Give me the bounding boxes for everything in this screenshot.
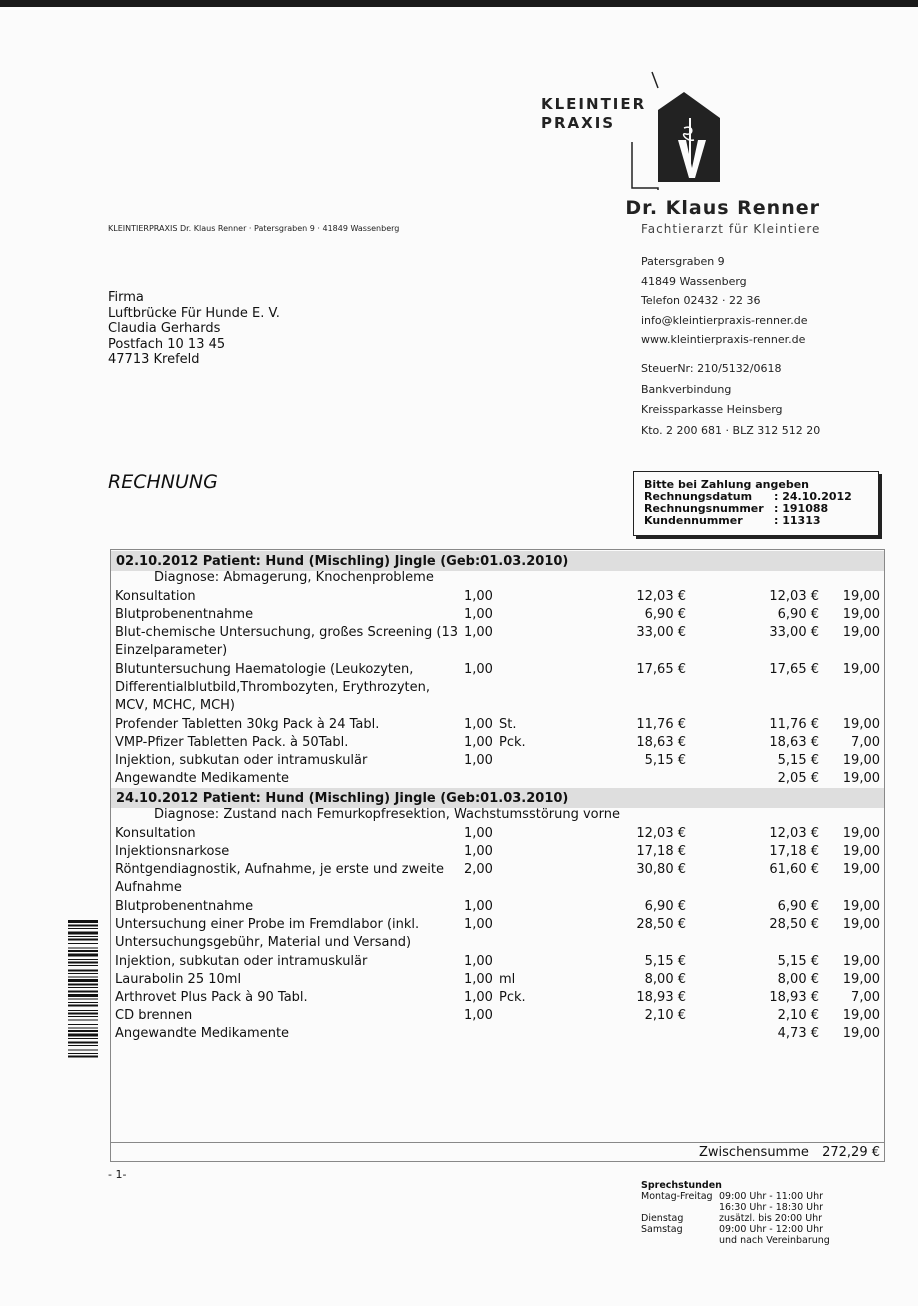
item-description: Blutprobenentnahme (115, 899, 254, 914)
line-item-row (111, 971, 884, 989)
item-quantity: 1,00 (464, 625, 493, 640)
contact-email: info@kleintierpraxis-renner.de (641, 313, 808, 327)
contact-phone: Telefon 02432 · 22 36 (641, 294, 761, 307)
item-vat-rate: 19,00 (842, 972, 880, 987)
line-item-row (111, 624, 884, 660)
item-unit-price: 11,76 € (636, 717, 686, 732)
item-unit-price: 18,63 € (636, 735, 686, 750)
recipient-line: Postfach 10 13 45 (108, 336, 226, 352)
item-vat-rate: 19,00 (842, 771, 880, 786)
item-vat-rate: 7,00 (851, 990, 880, 1005)
item-unit-price: 6,90 € (644, 899, 686, 914)
item-quantity: 1,00 (464, 717, 493, 732)
sender-line: KLEINTIERPRAXIS Dr. Klaus Renner · Patersgraben 9 · 41849 Wassenberg (108, 224, 400, 233)
patient-header-text: 02.10.2012 Patient: Hund (Mischling) Jingle (Geb:01.03.2010) (116, 554, 569, 569)
line-item-row (111, 606, 884, 624)
item-total: 18,63 € (769, 735, 819, 750)
line-item-row (111, 861, 884, 897)
line-item-row (111, 825, 884, 843)
subtotal-label: Zwischensumme (699, 1145, 809, 1160)
hours-time: und nach Vereinbarung (719, 1235, 830, 1246)
item-vat-rate: 19,00 (842, 607, 880, 622)
scan-top-edge (0, 0, 918, 7)
item-quantity: 1,00 (464, 589, 493, 604)
item-unit-price: 6,90 € (644, 607, 686, 622)
recipient-address (108, 290, 280, 368)
item-description: Blutprobenentnahme (115, 607, 254, 622)
vet-house-logo-icon (628, 70, 724, 194)
item-unit: ml (499, 972, 516, 987)
item-total: 33,00 € (769, 625, 819, 640)
item-vat-rate: 19,00 (842, 662, 880, 677)
item-total: 4,73 € (777, 1026, 819, 1041)
item-vat-rate: 19,00 (842, 862, 880, 877)
doctor-name: Dr. Klaus Renner (625, 197, 820, 219)
item-description: Untersuchung einer Probe im Fremdlabor (inkl. Untersuchungsgebühr, Material und Versand) (115, 917, 420, 950)
logo-line2: PRAXIS (541, 114, 616, 132)
item-description: Profender Tabletten 30kg Pack à 24 Tabl. (115, 717, 380, 732)
item-vat-rate: 7,00 (851, 735, 880, 750)
office-hours-row (641, 1213, 823, 1224)
item-unit-price: 33,00 € (636, 625, 686, 640)
logo-line1: KLEINTIER (541, 95, 647, 113)
bank-label: Bankverbindung (641, 382, 732, 396)
item-vat-rate: 19,00 (842, 717, 880, 732)
office-hours-row (641, 1224, 824, 1235)
item-unit: St. (499, 717, 517, 732)
item-total: 6,90 € (777, 899, 819, 914)
diagnosis: Diagnose: Abmagerung, Knochenprobleme (154, 570, 434, 585)
invoice-number-label: Rechnungsnummer (644, 502, 764, 515)
payment-ref-heading: Bitte bei Zahlung angeben (644, 478, 810, 491)
item-description: Laurabolin 25 10ml (115, 972, 242, 987)
item-quantity: 1,00 (464, 826, 493, 841)
item-unit-price: 17,65 € (636, 662, 686, 677)
hours-time: 09:00 Uhr - 12:00 Uhr (719, 1224, 824, 1235)
item-quantity: 1,00 (464, 990, 493, 1005)
line-item-row (111, 1025, 884, 1043)
recipient-line: Luftbrücke Für Hunde E. V. (108, 305, 280, 321)
item-unit-price: 5,15 € (644, 753, 686, 768)
item-quantity: 1,00 (464, 899, 493, 914)
item-vat-rate: 19,00 (842, 1008, 880, 1023)
contact-block (641, 252, 808, 350)
item-quantity: 1,00 (464, 954, 493, 969)
customer-number-label: Kundennummer (644, 514, 743, 527)
item-total: 17,65 € (769, 662, 819, 677)
customer-number-value: : 11313 (774, 514, 821, 527)
item-total: 5,15 € (777, 753, 819, 768)
diagnosis: Diagnose: Zustand nach Femurkopfresektion, Wachstumsstörung vorne (154, 807, 620, 822)
subtotal-row (111, 1142, 884, 1161)
line-item-row (111, 588, 884, 606)
hours-day: Samstag (641, 1224, 683, 1235)
item-quantity: 1,00 (464, 753, 493, 768)
item-total: 5,15 € (777, 954, 819, 969)
contact-website: www.kleintierpraxis-renner.de (641, 333, 806, 346)
item-unit: Pck. (499, 990, 526, 1005)
line-item-row (111, 916, 884, 952)
item-description: VMP-Pfizer Tabletten Pack. à 50Tabl. (115, 735, 349, 750)
item-vat-rate: 19,00 (842, 589, 880, 604)
hours-time: zusätzl. bis 20:00 Uhr (719, 1213, 823, 1224)
item-vat-rate: 19,00 (842, 917, 880, 932)
item-unit-price: 2,10 € (644, 1008, 686, 1023)
hours-time: 09:00 Uhr - 11:00 Uhr (719, 1191, 824, 1202)
item-unit-price: 12,03 € (636, 589, 686, 604)
item-unit-price: 12,03 € (636, 826, 686, 841)
invoice-date-value: : 24.10.2012 (774, 490, 852, 503)
item-unit-price: 5,15 € (644, 954, 686, 969)
item-quantity: 1,00 (464, 662, 493, 677)
barcode-icon (68, 920, 98, 1142)
customer-number-row (644, 514, 821, 527)
recipient-line: 47713 Krefeld (108, 352, 200, 367)
item-quantity: 1,00 (464, 844, 493, 859)
item-description: Blutuntersuchung Haematologie (Leukozyten, Differentialblutbild,Thrombozyten, Erythrozyten, MCV, MCHC, MCH) (115, 662, 430, 713)
document-title: RECHNUNG (108, 471, 218, 493)
item-vat-rate: 19,00 (842, 1026, 880, 1041)
item-quantity: 1,00 (464, 1008, 493, 1023)
bank-block (641, 359, 820, 441)
item-total: 2,10 € (777, 1008, 819, 1023)
item-total: 28,50 € (769, 917, 819, 932)
office-hours-row (641, 1202, 824, 1213)
bank-account: Kto. 2 200 681 · BLZ 312 512 20 (641, 423, 821, 437)
item-quantity: 1,00 (464, 917, 493, 932)
line-item-row (111, 898, 884, 916)
item-total: 12,03 € (769, 589, 819, 604)
contact-city: 41849 Wassenberg (641, 274, 747, 288)
patient-header-text: 24.10.2012 Patient: Hund (Mischling) Jingle (Geb:01.03.2010) (116, 791, 569, 806)
item-description: Injektion, subkutan oder intramuskulär (115, 753, 368, 768)
item-quantity: 1,00 (464, 735, 493, 750)
item-total: 11,76 € (769, 717, 819, 732)
item-total: 2,05 € (777, 771, 819, 786)
item-vat-rate: 19,00 (842, 826, 880, 841)
office-hours (641, 1180, 830, 1246)
line-item-row (111, 734, 884, 752)
item-total: 12,03 € (769, 826, 819, 841)
item-quantity: 1,00 (464, 607, 493, 622)
item-vat-rate: 19,00 (842, 899, 880, 914)
item-description: Röntgendiagnostik, Aufnahme, je erste und zweite Aufnahme (115, 862, 444, 895)
recipient-line: Firma (108, 290, 144, 305)
item-description: Angewandte Medikamente (115, 771, 290, 786)
item-description: Konsultation (115, 826, 196, 841)
contact-street: Patersgraben 9 (641, 255, 725, 268)
item-unit: Pck. (499, 735, 526, 750)
item-description: Injektion, subkutan oder intramuskulär (115, 954, 368, 969)
item-vat-rate: 19,00 (842, 753, 880, 768)
recipient-line: Claudia Gerhards (108, 321, 221, 336)
item-unit-price: 18,93 € (636, 990, 686, 1005)
line-item-row (111, 953, 884, 971)
item-description: Angewandte Medikamente (115, 1026, 290, 1041)
line-item-row (111, 661, 884, 715)
invoice-date-label: Rechnungsdatum (644, 490, 753, 503)
line-item-row (111, 770, 884, 788)
office-hours-heading: Sprechstunden (641, 1180, 722, 1191)
item-vat-rate: 19,00 (842, 625, 880, 640)
office-hours-row (641, 1191, 824, 1202)
item-description: Injektionsnarkose (115, 844, 230, 859)
item-total: 8,00 € (777, 972, 819, 987)
item-unit-price: 30,80 € (636, 862, 686, 877)
tax-number: SteuerNr: 210/5132/0618 (641, 362, 782, 375)
line-item-row (111, 752, 884, 770)
item-description: Blut-chemische Untersuchung, großes Screening (13 Einzelparameter) (115, 625, 458, 658)
item-unit-price: 28,50 € (636, 917, 686, 932)
invoice-number-value: : 191088 (774, 502, 829, 515)
line-item-row (111, 1007, 884, 1025)
hours-day: Dienstag (641, 1213, 684, 1224)
item-description: Konsultation (115, 589, 196, 604)
item-unit-price: 17,18 € (636, 844, 686, 859)
item-description: CD brennen (115, 1008, 193, 1023)
patient-header (111, 788, 884, 808)
item-vat-rate: 19,00 (842, 954, 880, 969)
line-item-row (111, 843, 884, 861)
item-quantity: 2,00 (464, 862, 493, 877)
item-description: Arthrovet Plus Pack à 90 Tabl. (115, 990, 308, 1005)
item-vat-rate: 19,00 (842, 844, 880, 859)
item-quantity: 1,00 (464, 972, 493, 987)
line-item-row (111, 989, 884, 1007)
specialty: Fachtierarzt für Kleintiere (641, 222, 821, 236)
office-hours-row (641, 1235, 830, 1246)
line-item-row (111, 716, 884, 734)
payment-reference-box (633, 471, 879, 536)
item-total: 17,18 € (769, 844, 819, 859)
patient-header (111, 551, 884, 571)
invoice-table (110, 549, 885, 1162)
item-total: 18,93 € (769, 990, 819, 1005)
hours-time: 16:30 Uhr - 18:30 Uhr (719, 1202, 824, 1213)
item-total: 61,60 € (769, 862, 819, 877)
bank-name: Kreissparkasse Heinsberg (641, 403, 783, 416)
item-unit-price: 8,00 € (644, 972, 686, 987)
item-total: 6,90 € (777, 607, 819, 622)
page-number: - 1- (108, 1168, 127, 1181)
subtotal-amount: 272,29 € (822, 1145, 880, 1160)
hours-day: Montag-Freitag (641, 1191, 713, 1202)
